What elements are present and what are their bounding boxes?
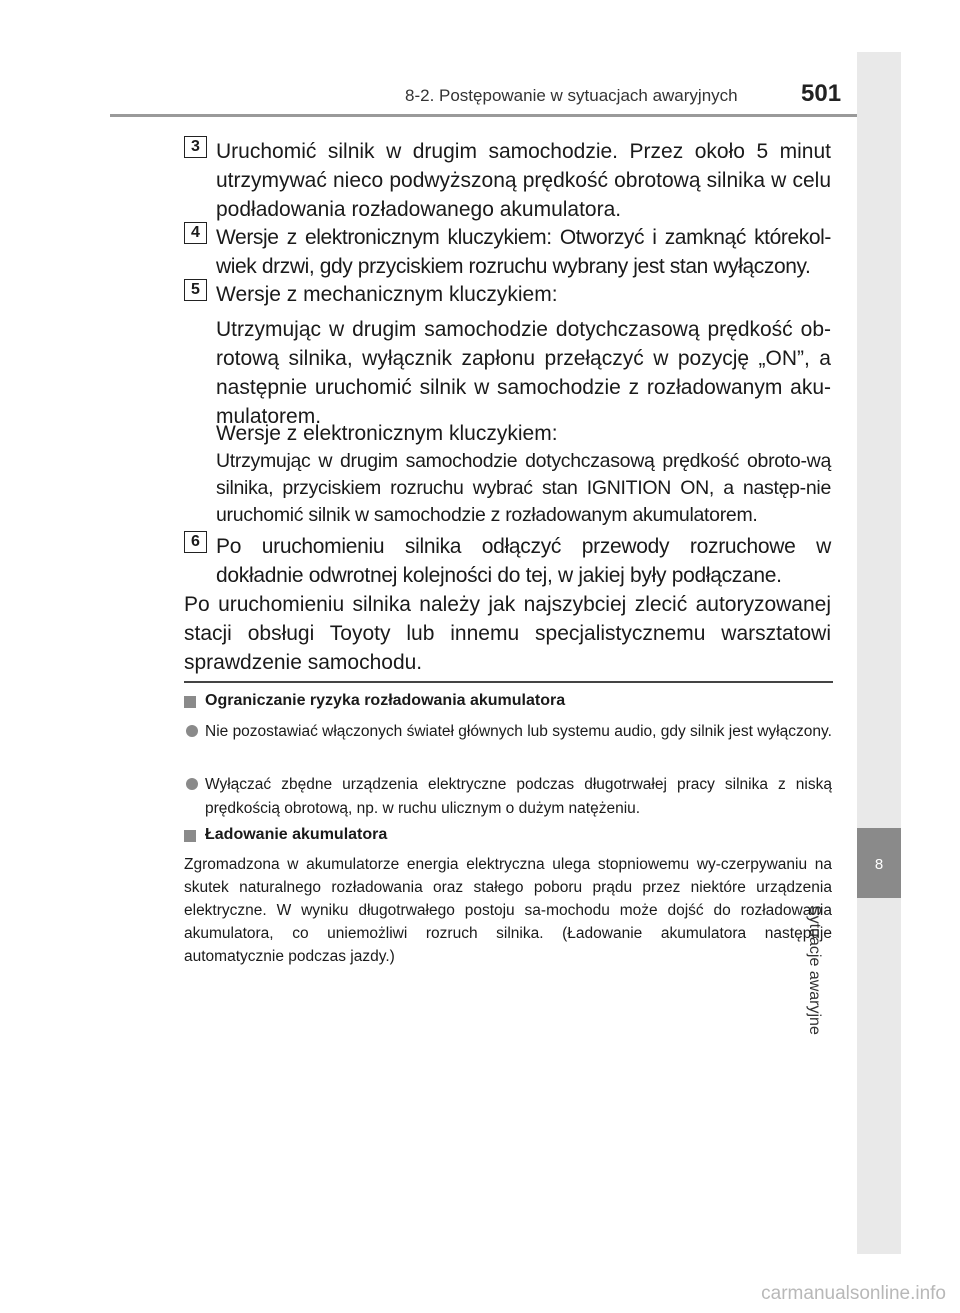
page-number: 501 — [801, 80, 842, 107]
step-number-3: 3 — [184, 136, 207, 158]
chapter-title — [806, 905, 901, 1075]
step-5-electronic-heading: Wersje z elektronicznym kluczykiem: — [216, 422, 558, 445]
closing-paragraph: Po uruchomieniu silnika należy jak najszybciej zlecić autoryzowanej stacji obsługi Toyoty lub innemu specjalistycznemu warsztatowi sprawdzenie samochodu. — [184, 593, 831, 674]
watermark: carmanualsonline.info — [761, 1283, 946, 1304]
chapter-title-text: Sytuacje awaryjne — [806, 905, 824, 1035]
step-5-electronic-detail: Utrzymując w drugim samochodzie dotychczasową prędkość obroto-wą silnika, przyciskiem rozruchu wybrać stan IGNITION ON, a następ-nie uruchomić silnik w samochodzie z rozładowanym akumulatorem. — [216, 450, 831, 526]
header-divider — [110, 114, 857, 117]
step-number-5: 5 — [184, 279, 207, 301]
section-title: 8-2. Postępowanie w sytuacjach awaryjnych — [405, 86, 738, 105]
note-charging-text: Zgromadzona w akumulatorze energia elektryczna ulega stopniowemu wy-czerpywaniu na skutek naturalnego rozładowania oraz stałego poboru prądu przez niektóre urządzenia elektryczne. W wyniku długotrwałego postoju sa-mochodu może dojść do rozładowania akumulatora, co uniemożliwi rozruch silnika. (Ładowanie akumulatora następuje automatycznie podczas jazdy.) — [184, 856, 832, 965]
notes-divider — [184, 681, 833, 683]
step-text-4: Wersje z elektronicznym kluczykiem: Otworzyć i zamknąć którekol-wiek drzwi, gdy przyciskiem rozruchu wybrany jest stan wyłączony. — [216, 226, 831, 278]
note-item-1: Nie pozostawiać włączonych świateł głównych lub systemu audio, gdy silnik jest wyłączony. — [205, 723, 832, 740]
note-item-2: Wyłączać zbędne urządzenia elektryczne podczas długotrwałej pracy silnika z niską prędkością obrotową, np. w ruchu ulicznym o dużym natężeniu. — [205, 776, 832, 817]
note-heading-battery-risk: Ograniczanie ryzyka rozładowania akumulatora — [205, 692, 566, 709]
step-5-mechanical-detail: Utrzymując w drugim samochodzie dotychczasową prędkość ob-rotową silnika, wyłącznik zapłonu przełączyć w pozycję „ON”, a następnie uruchomić silnik w samochodzie z rozładowanym aku-mulatorem. — [216, 318, 831, 428]
round-bullet-icon — [186, 778, 198, 790]
chapter-tab — [857, 828, 901, 898]
step-number-6: 6 — [184, 531, 207, 553]
step-number-4: 4 — [184, 222, 207, 244]
step-text-6: Po uruchomieniu silnika odłączyć przewody rozruchowe w dokładnie odwrotnej kolejności do tej, w jakiej były podłączane. — [216, 535, 831, 587]
step-text-5: Wersje z mechanicznym kluczykiem: — [216, 283, 558, 306]
step-text-3: Uruchomić silnik w drugim samochodzie. Przez około 5 minut utrzymywać nieco podwyższoną prędkość obrotową silnika w celu podładowania rozładowanego akumulatora. — [216, 140, 831, 221]
note-heading-charging: Ładowanie akumulatora — [205, 826, 388, 843]
chapter-number: 8 — [874, 856, 884, 873]
round-bullet-icon — [186, 725, 198, 737]
square-bullet-icon — [184, 830, 196, 842]
square-bullet-icon — [184, 696, 196, 708]
